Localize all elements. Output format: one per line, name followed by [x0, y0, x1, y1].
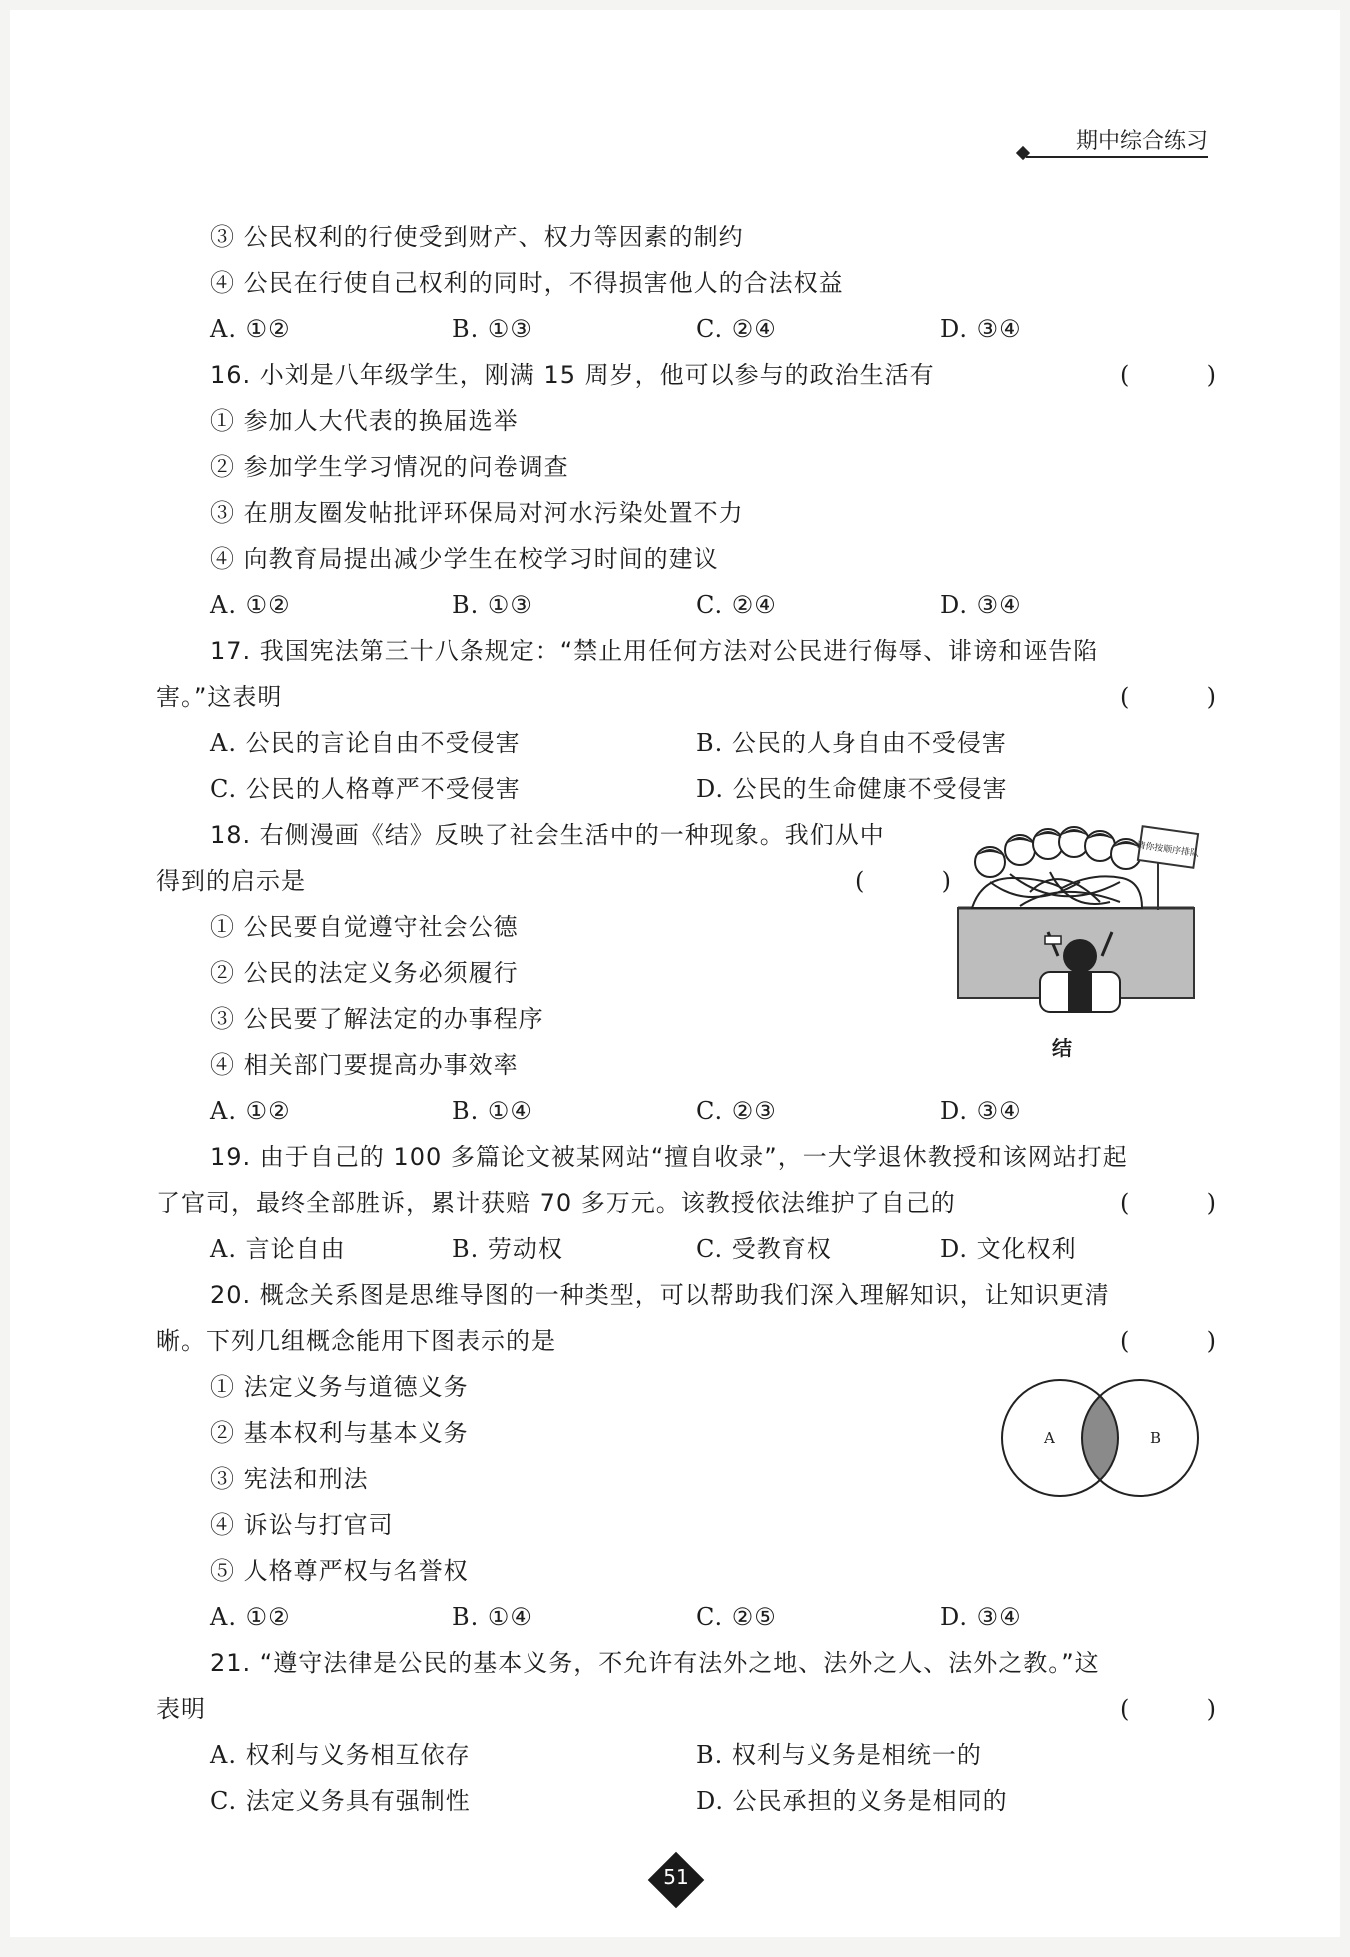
q21-choice-c: C. 法定义务具有强制性	[210, 1787, 471, 1815]
q20-stem-line-2: 晰。下列几组概念能用下图表示的是	[156, 1327, 556, 1355]
q21-stem-line-1: 21. “遵守法律是公民的基本义务，不允许有法外之地、法外之人、法外之教。”这	[210, 1649, 1100, 1677]
q19-choice-c: C. 受教育权	[696, 1235, 832, 1263]
q19-choice-d: D. 文化权利	[940, 1235, 1077, 1263]
q18-choice-a: A. ①②	[210, 1097, 291, 1125]
q15-choice-b: B. ①③	[452, 315, 533, 343]
q18-stem-line-2: 得到的启示是	[156, 867, 306, 895]
q20-option-3: ③ 宪法和刑法	[210, 1465, 369, 1493]
section-header	[1018, 124, 1208, 164]
cartoon-illustration	[950, 822, 1200, 1032]
q17-stem-line-1: 17. 我国宪法第三十八条规定：“禁止用任何方法对公民进行侮辱、诽谤和诬告陷	[210, 637, 1099, 665]
q16-choice-c: C. ②④	[696, 591, 777, 619]
header-underline	[1026, 156, 1208, 158]
q20-choice-d: D. ③④	[940, 1603, 1022, 1631]
q21-choice-b: B. 权利与义务是相统一的	[696, 1741, 982, 1769]
q16-option-3: ③ 在朋友圈发帖批评环保局对河水污染处置不力	[210, 499, 744, 527]
q19-choice-b: B. 劳动权	[452, 1235, 563, 1263]
q15-choice-d: D. ③④	[940, 315, 1022, 343]
q20-choice-a: A. ①②	[210, 1603, 291, 1631]
q16-choice-a: A. ①②	[210, 591, 291, 619]
venn-diagram	[1000, 1376, 1210, 1500]
q17-choice-b: B. 公民的人身自由不受侵害	[696, 729, 1007, 757]
q16-stem: 16. 小刘是八年级学生，刚满 15 周岁，他可以参与的政治生活有	[210, 361, 935, 389]
q17-stem-line-2: 害。”这表明	[156, 683, 283, 711]
q15-choice-a: A. ①②	[210, 315, 291, 343]
q21-stem-line-2: 表明	[156, 1695, 206, 1723]
q15-option-3: ③ 公民权利的行使受到财产、权力等因素的制约	[210, 223, 744, 251]
q16-option-2: ② 参加学生学习情况的问卷调查	[210, 453, 569, 481]
q15-choice-c: C. ②④	[696, 315, 777, 343]
q18-option-2: ② 公民的法定义务必须履行	[210, 959, 519, 987]
page-number-badge	[648, 1852, 704, 1908]
q17-choice-d: D. 公民的生命健康不受侵害	[696, 775, 1008, 803]
q16-option-4: ④ 向教育局提出减少学生在校学习时间的建议	[210, 545, 719, 573]
q15-option-4: ④ 公民在行使自己权利的同时，不得损害他人的合法权益	[210, 269, 844, 297]
cartoon-sign-text: 请你按顺序排队	[1135, 840, 1200, 860]
q20-choice-c: C. ②⑤	[696, 1603, 777, 1631]
q17-choice-c: C. 公民的人格尊严不受侵害	[210, 775, 521, 803]
q18-stem-line-1: 18. 右侧漫画《结》反映了社会生活中的一种现象。我们从中	[210, 821, 885, 849]
q18-choice-c: C. ②③	[696, 1097, 777, 1125]
q19-stem-line-1: 19. 由于自己的 100 多篇论文被某网站“擅自收录”，一大学退休教授和该网站打起	[210, 1143, 1128, 1171]
q20-option-2: ② 基本权利与基本义务	[210, 1419, 469, 1447]
section-title: 期中综合练习	[1075, 129, 1208, 154]
q18-choice-d: D. ③④	[940, 1097, 1022, 1125]
q19-stem-line-2: 了官司，最终全部胜诉，累计获赔 70 多万元。该教授依法维护了自己的	[156, 1189, 956, 1217]
venn-label-a: A	[1044, 1429, 1055, 1447]
q18-option-1: ① 公民要自觉遵守社会公德	[210, 913, 519, 941]
page-number: 51	[663, 1865, 689, 1889]
q18-choice-b: B. ①④	[452, 1097, 533, 1125]
q16-choice-b: B. ①③	[452, 591, 533, 619]
venn-label-b: B	[1150, 1429, 1162, 1447]
workbook-page: 期中综合练习 ③ 公民权利的行使受到财产、权力等因素的制约 ④ 公民在行使自己权利的同时，不得损害他人的合法权益 A. ①② B. ①③ C. ②④ D. ③④ 16. 小刘是八年级学生，刚满 15 周岁，他可以参与的政治生活有 ( ) ① 参加人大代表的换届选举 ② 参加学生学习情况的问卷调查 ③ 在朋友圈发帖批评环保局对河水污染处置不力 ④ 向教育局提出减少学生在校学习时间的建议 A. ①② B. ①③ C. ②④ D. ③④ 17. 我国宪法第三十八条规定：“禁止用任何方法对公民进行侮辱、诽谤和诬告陷 害。”这表明 ( ) A. 公民的言论自由不受侵害 B. 公民的人身自由不受侵害 C. 公民的人格尊严不受侵害 D. 公民的生命健康不受侵害 18. 右侧漫画《结》反映了社会生活中的一种现象。我们从中 得到的启示是 ( ) ① 公民要自觉遵守社会公德 ② 公民的法定义务必须履行 ③ 公民要了解法定的办事程序 ④ 相关部门要提高办事效率 A. ①② B. ①④ C. ②③ D. ③④ 请你按顺序排队 结 19. 由于自己的 100 多篇论文被某网站“擅自收录”，一大学退休教授和该网站打起 了官司，最终全部胜诉，累计获赔 70 多万元。该教授依法维护了自己的 ( ) A. 言论自由 B. 劳动权 C. 受教育权 D. 文化权利 20. 概念关系图是思维导图的一种类型，可以帮助我们深入理解知识，让知识更清 晰。下列几组概念能用下图表示的是 ( ) ① 法定义务与道德义务 ② 基本权利与基本义务 ③ 宪法和刑法 ④ 诉讼与打官司 ⑤ 人格尊严权与名誉权 A. ①② B. ①④ C. ②⑤ D. ③④ A B 21. “遵守法律是公民的基本义务，不允许有法外之地、法外之人、法外之教。”这 表明 ( ) A. 权利与义务相互依存 B. 权利与义务是相统一的 C. 法定义务具有强制性 D. 公民承担的义务是相同的 51	[10, 10, 1340, 1937]
q17-choice-a: A. 公民的言论自由不受侵害	[210, 729, 521, 757]
q18-option-4: ④ 相关部门要提高办事效率	[210, 1051, 519, 1079]
q21-choice-d: D. 公民承担的义务是相同的	[696, 1787, 1008, 1815]
q20-stem-line-1: 20. 概念关系图是思维导图的一种类型，可以帮助我们深入理解知识，让知识更清	[210, 1281, 1110, 1309]
q19-choice-a: A. 言论自由	[210, 1235, 346, 1263]
q18-option-3: ③ 公民要了解法定的办事程序	[210, 1005, 544, 1033]
diamond-bullet-icon	[1016, 146, 1030, 160]
q16-option-1: ① 参加人大代表的换届选举	[210, 407, 519, 435]
q20-option-5: ⑤ 人格尊严权与名誉权	[210, 1557, 469, 1585]
q20-choice-b: B. ①④	[452, 1603, 533, 1631]
q21-choice-a: A. 权利与义务相互依存	[210, 1741, 471, 1769]
q20-option-4: ④ 诉讼与打官司	[210, 1511, 394, 1539]
cartoon-caption: 结	[1052, 1036, 1072, 1060]
q20-option-1: ① 法定义务与道德义务	[210, 1373, 469, 1401]
q16-choice-d: D. ③④	[940, 591, 1022, 619]
